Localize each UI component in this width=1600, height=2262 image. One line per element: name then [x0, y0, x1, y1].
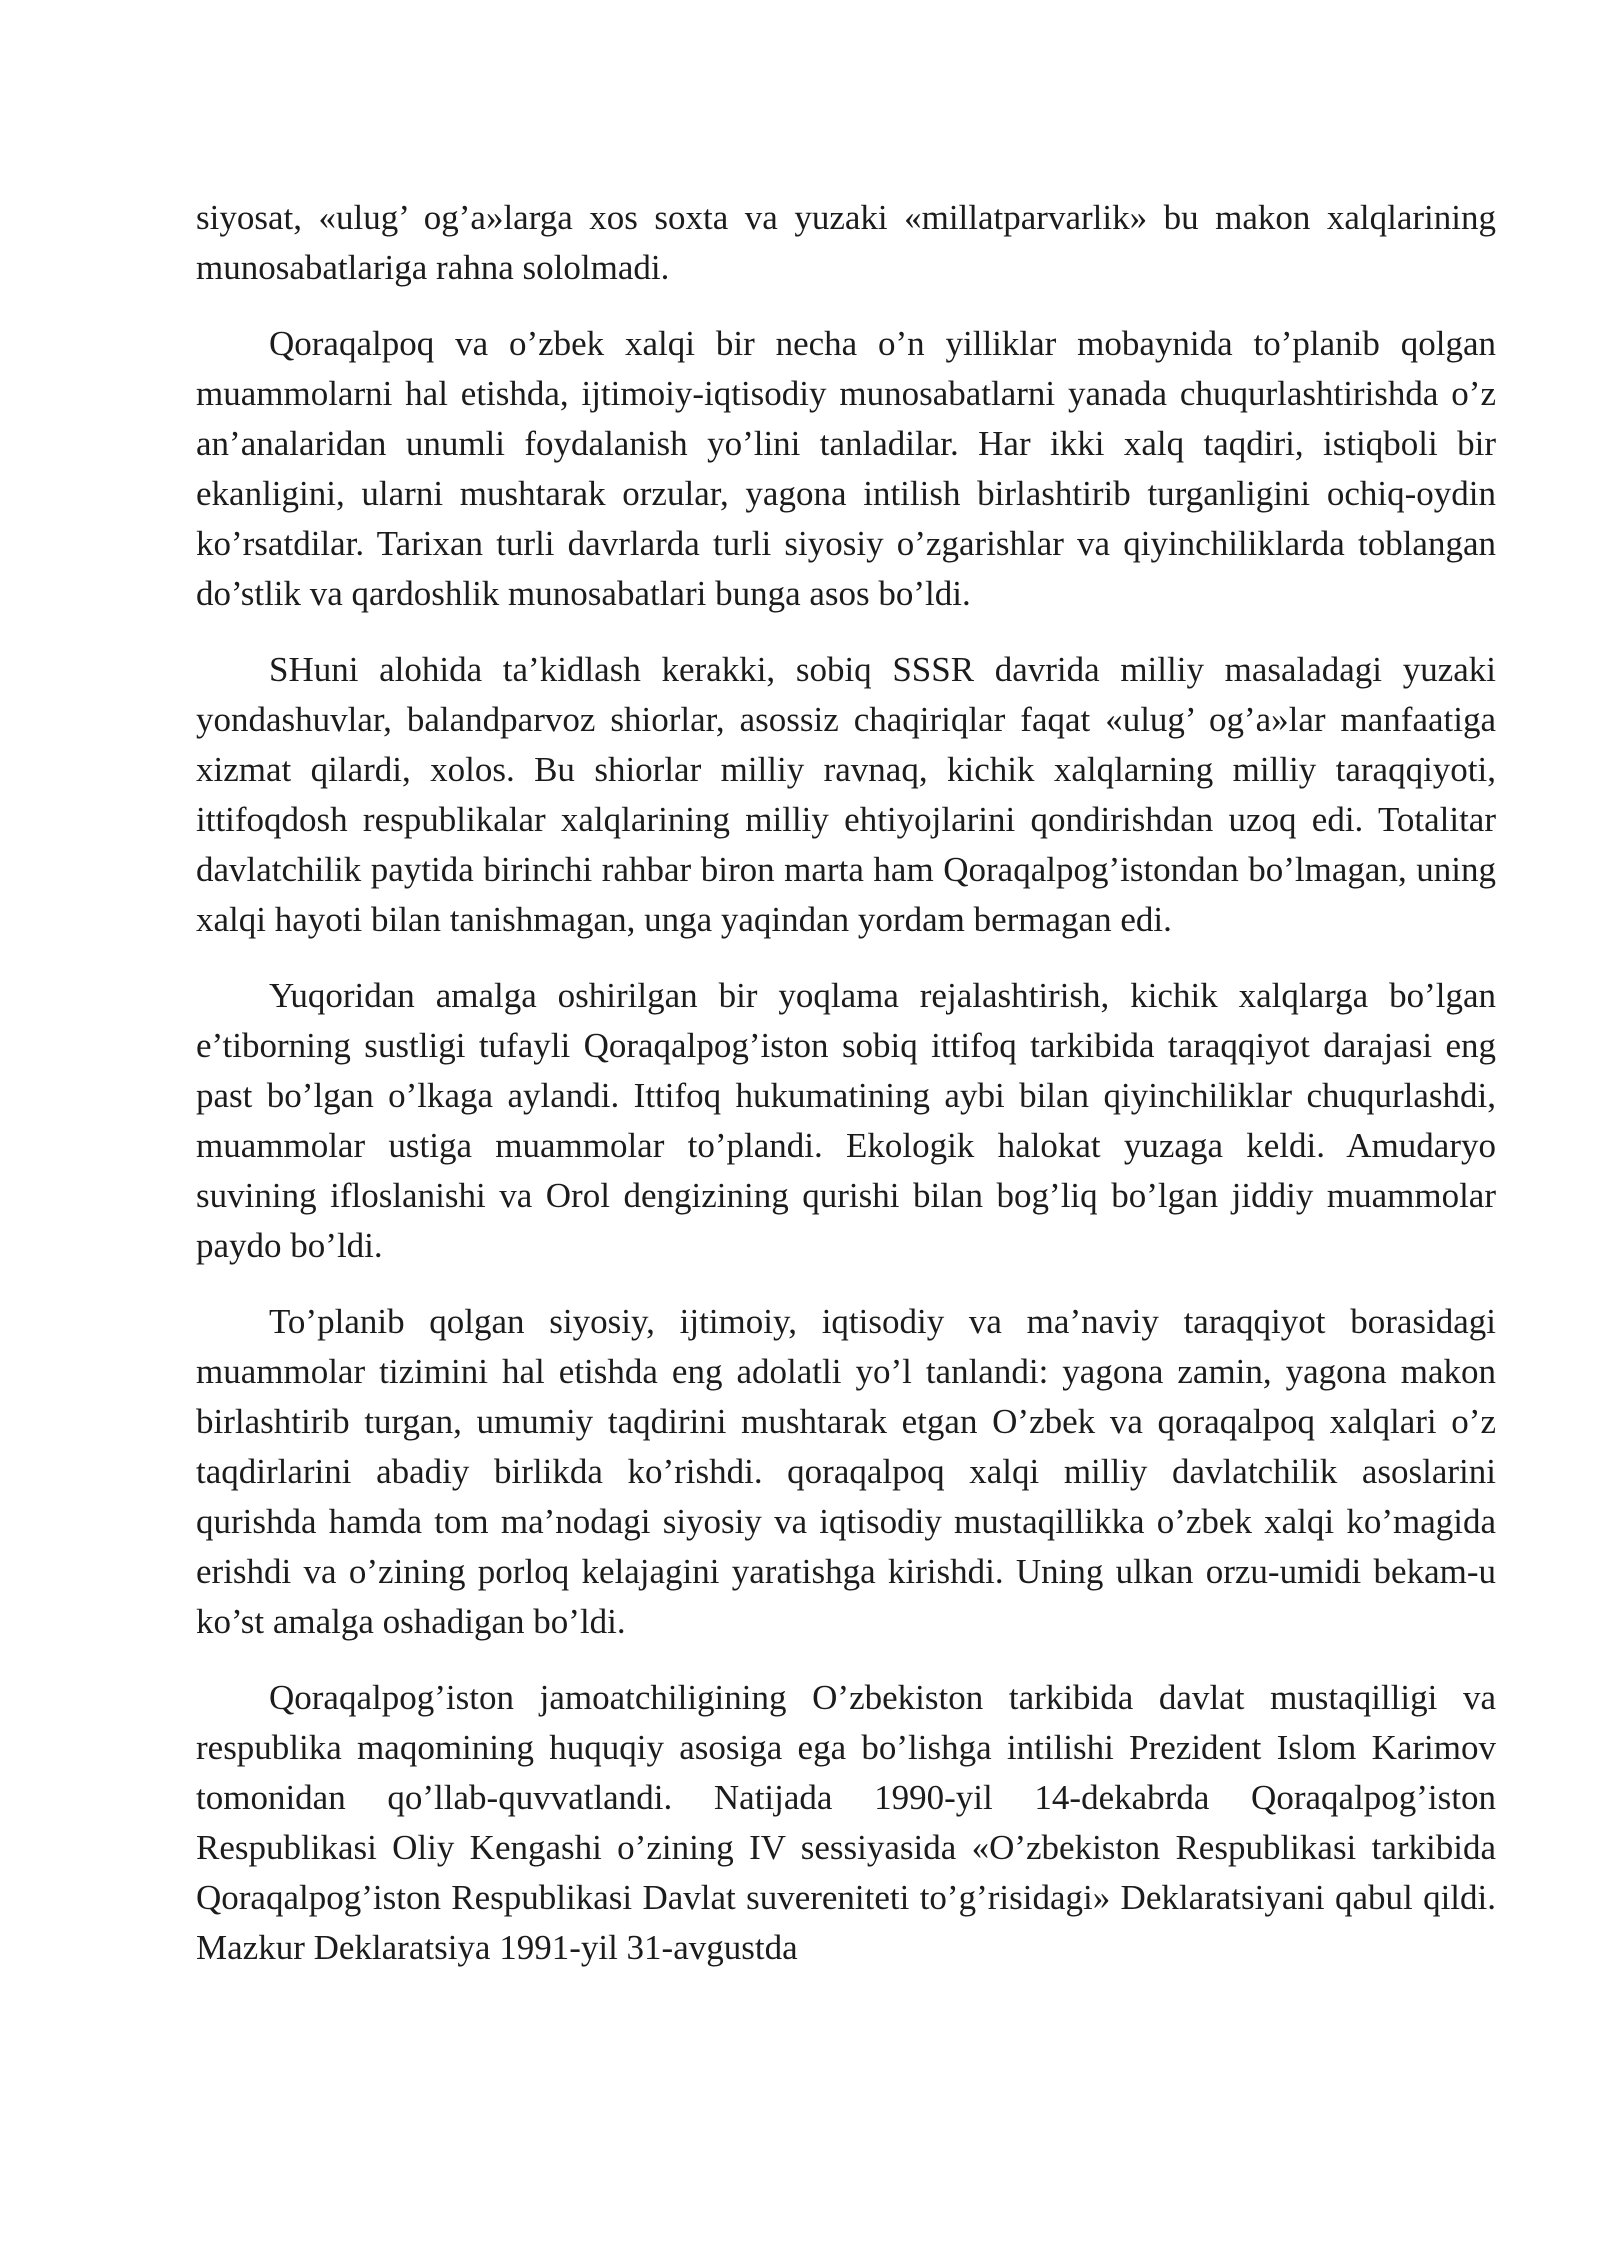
- paragraph-1: siyosat, «ulug’ og’a»larga xos soxta va yuzaki «millatparvarlik» bu makon xalqlarining munosabatlariga rahna sololmadi.: [196, 198, 1496, 287]
- document-body: [196, 193, 1496, 1973]
- paragraph-2: Qoraqalpoq va o’zbek xalqi bir necha o’n yilliklar mobaynida to’planib qolgan muammolarni hal etishda, ijtimoiy-iqtisodiy munosabatlarni yanada chuqurlashtirishda o’z an’analaridan unumli foydalanish yo’lini tanladilar. Har ikki xalq taqdiri, istiqboli bir ekanligini, ularni mushtarak orzular, yagona intilish birlashtirib turganligini ochiq-oydin ko’rsatdilar. Tarixan turli davrlarda turli siyosiy o’zgarishlar va qiyinchiliklarda toblangan do’stlik va qardoshlik munosabatlari bunga asos bo’ldi.: [196, 324, 1496, 613]
- paragraph-4: Yuqoridan amalga oshirilgan bir yoqlama rejalashtirish, kichik xalqlarga bo’lgan e’tiborning sustligi tufayli Qoraqalpog’iston sobiq ittifoq tarkibida taraqqiyot darajasi eng past bo’lgan o’lkaga aylandi. Ittifoq hukumatining aybi bilan qiyinchiliklar chuqurlashdi, muammolar ustiga muammolar to’plandi. Ekologik halokat yuzaga keldi. Amudaryo suvining ifloslanishi va Orol dengizining qurishi bilan bog’liq bo’lgan jiddiy muammolar paydo bo’ldi.: [196, 976, 1496, 1265]
- paragraph-5: To’planib qolgan siyosiy, ijtimoiy, iqtisodiy va ma’naviy taraqqiyot borasidagi muammolar tizimini hal etishda eng adolatli yo’l tanlandi: yagona zamin, yagona makon birlashtirib turgan, umumiy taqdirini mushtarak etgan O’zbek va qoraqalpoq xalqlari o’z taqdirlarini abadiy birlikda ko’rishdi. qoraqalpoq xalqi milliy davlatchilik asoslarini qurishda hamda tom ma’nodagi siyosiy va iqtisodiy mustaqillikka o’zbek xalqi ko’magida erishdi va o’zining porloq kelajagini yaratishga kirishdi. Uning ulkan orzu-umidi bekam-u ko’st amalga oshadigan bo’ldi.: [196, 1302, 1496, 1641]
- paragraph-6: Qoraqalpog’iston jamoatchiligining O’zbekiston tarkibida davlat mustaqilligi va respublika maqomining huquqiy asosiga ega bo’lishga intilishi Prezident Islom Karimov tomonidan qo’llab-quvvatlandi. Natijada 1990-yil 14-dekabrda Qoraqalpog’iston Respublikasi Oliy Kengashi o’zining IV sessiyasida «O’zbekiston Respublikasi tarkibida Qoraqalpog’iston Respublikasi Davlat suvereniteti to’g’risidagi» Deklaratsiyani qabul qildi. Mazkur Deklaratsiya 1991-yil 31-avgustda: [196, 1678, 1496, 1967]
- paragraph-3: SHuni alohida ta’kidlash kerakki, sobiq SSSR davrida milliy masaladagi yuzaki yondashuvlar, balandparvoz shiorlar, asossiz chaqiriqlar faqat «ulug’ og’a»lar manfaatiga xizmat qilardi, xolos. Bu shiorlar milliy ravnaq, kichik xalqlarning milliy taraqqiyoti, ittifoqdosh respublikalar xalqlarining milliy ehtiyojlarini qondirishdan uzoq edi. Totalitar davlatchilik paytida birinchi rahbar biron marta ham Qoraqalpog’istondan bo’lmagan, uning xalqi hayoti bilan tanishmagan, unga yaqindan yordam bermagan edi.: [196, 650, 1496, 939]
